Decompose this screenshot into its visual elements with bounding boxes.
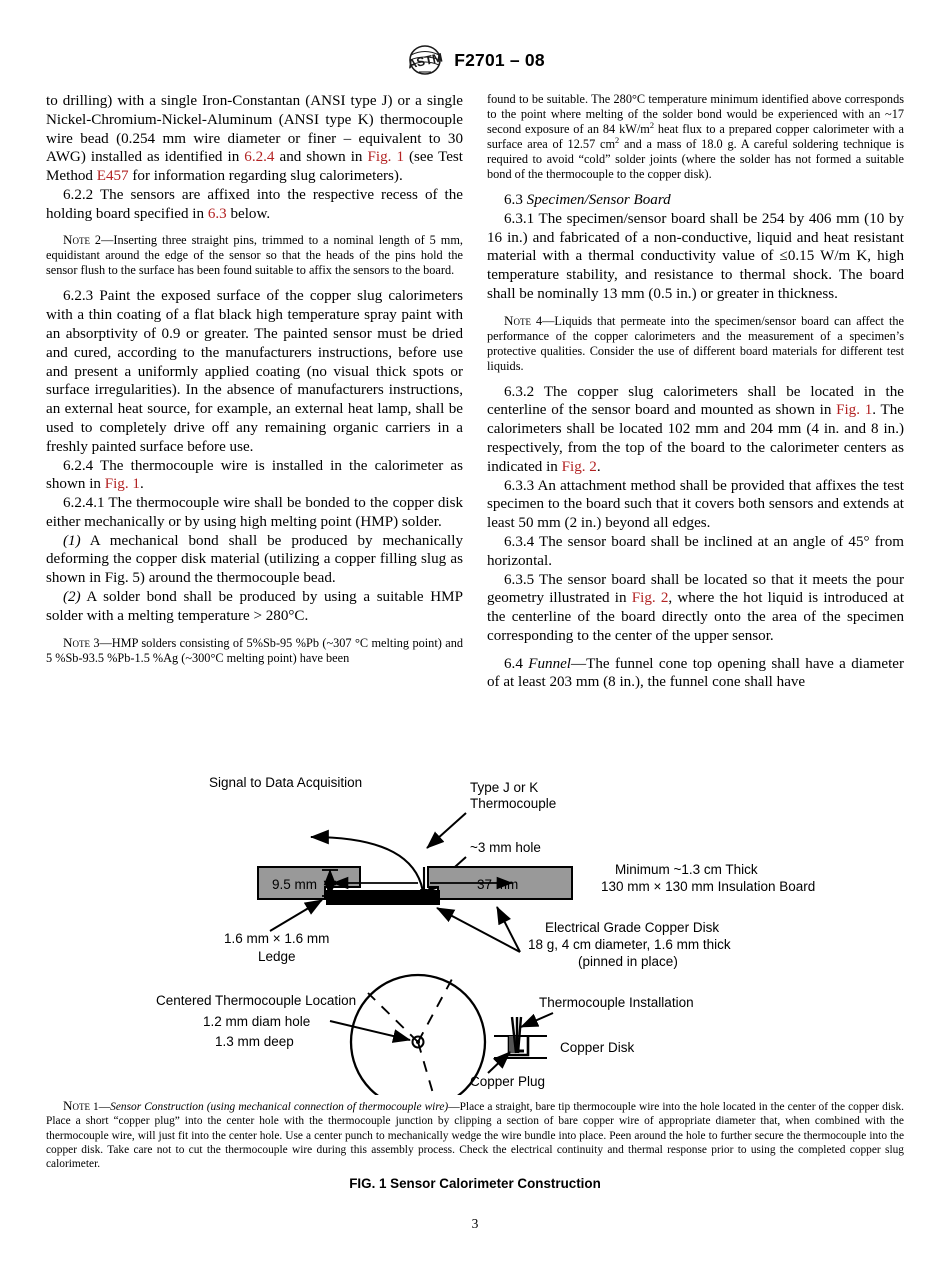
ledge-leader <box>270 900 322 931</box>
para-6-3-4: 6.3.4 The sensor board shall be inclined at an angle of 45° from horizontal. <box>487 533 904 569</box>
cross-reference-link[interactable]: Fig. 2 <box>561 458 597 475</box>
label-thermocouple-installation: Thermocouple Installation <box>539 995 694 1010</box>
italic-text: (1) <box>63 532 81 549</box>
label-copper-disk-line1: Electrical Grade Copper Disk <box>545 920 720 935</box>
label-3mm-hole: ~3 mm hole <box>470 840 541 855</box>
left-text-column <box>46 92 463 666</box>
para-6-2-3: 6.2.3 Paint the exposed surface of the copper slug calorimeters with a thin coating of a flat black high temperature spray paint with an absorptivity of 0.9 or greater. The painted sensor must be dried and cured, according to the manufacturers instructions, before use and present a uniformly applied coating (no visual thick spots or surface irregularities). In the absence of manufacturers instructions, an external heat source, for example, an external heat lamp, shall be used to completely drive off any remaining organic carriers in a freshly painted surface before use. <box>46 288 463 455</box>
label-copper-disk-small: Copper Disk <box>560 1040 635 1055</box>
label-dim-9-5mm: 9.5 mm <box>272 877 318 892</box>
note-marker: Note <box>63 634 90 650</box>
para-6-3-2: 6.3.2 The copper slug calorimeters shall be located in the centerline of the sensor board and mounted as shown in Fig. 1. The calorimeters shall be located 102 mm and 204 mm (4 in. and 8 in.) respectively, from the top of the board to the calorimeter centers as indicated in Fig. 2. <box>487 383 904 475</box>
label-insulation-line1: Minimum ~1.3 cm Thick <box>615 862 758 877</box>
italic-text: (2) <box>63 588 81 605</box>
astm-logo-icon <box>405 44 445 76</box>
para-6-3-1: 6.3.1 The specimen/sensor board shall be 254 by 406 mm (10 by 16 in.) and fabricated of a non-conductive, liquid and heat resistant material with a thermal conductivity value of ≤0.15 W/m K, high temperature stability, and resistance to thermal shock. The board shall be nominally 13 mm (0.5 in.) or greater in thickness. <box>487 210 904 302</box>
para-6-2-4: 6.2.4 The thermocouple wire is installed in the calorimeter as shown in Fig. 1. <box>46 457 463 493</box>
cross-reference-link[interactable]: Fig. 1 <box>836 402 873 419</box>
label-insulation-line2: 130 mm × 130 mm Insulation Board <box>601 879 816 894</box>
note-marker: Note <box>63 1098 90 1113</box>
page-number: 3 <box>471 1216 479 1231</box>
para-6-3-5: 6.3.5 The sensor board shall be located so that it meets the pour geometry illustrated in Fig. 2, where the hot liquid is introduced at the centerline of the board directly onto the area of the specimen corresponding to the center of the upper sensor. <box>487 571 905 644</box>
italic-text: Sensor Construction (using mechanical connection of thermocouple wire) <box>110 1101 449 1113</box>
note-marker: Note <box>504 312 531 328</box>
cross-reference-link[interactable]: Fig. 1 <box>104 476 140 493</box>
label-centered-tc-line1: Centered Thermocouple Location <box>156 993 357 1008</box>
label-ledge-line1: 1.6 mm × 1.6 mm <box>224 931 330 946</box>
para-6-2-4-1-1: (1) A mechanical bond shall be produced by mechanically deforming the copper disk material (utilizing a copper filling slug as shown in Fig. 5) around the thermocouple bead. <box>46 532 463 587</box>
label-copper-plug: Copper Plug <box>470 1074 546 1089</box>
svg-text:ASTM: ASTM <box>406 50 445 72</box>
document-id: F2701 – 08 <box>454 49 545 70</box>
cross-reference-link[interactable]: E457 <box>96 168 129 185</box>
note-marker: Note <box>63 232 90 248</box>
centered-tc-leader <box>330 1021 410 1040</box>
cross-reference-link[interactable]: 6.2.4 <box>244 149 275 166</box>
figure-1-sensor-calorimeter <box>0 755 950 1095</box>
cross-reference-link[interactable]: Fig. 2 <box>631 590 669 607</box>
label-copper-disk-line3: (pinned in place) <box>578 954 678 969</box>
label-centered-tc-line2: 1.2 mm diam hole <box>203 1014 311 1029</box>
label-signal-to-data-acquisition: Signal to Data Acquisition <box>209 775 363 790</box>
note-4: Note 4—Liquids that permeate into the specimen/sensor board can affect the performance of the copper calorimeters and the measurement of a specimen’s protective qualities. Consider the use of different board materials for different test liquids. <box>487 312 904 373</box>
figure-caption: FIG. 1 Sensor Calorimeter Construction <box>349 1176 601 1191</box>
para-6-2-4-1-2: (2) A solder bond shall be produced by using a suitable HMP solder with a melting temperature > 280°C. <box>46 588 463 624</box>
figure-note-1: Note 1—Sensor Construction (using mechanical connection of thermocouple wire)—Place a straight, bare tip thermocouple wire into the hole located in the center of the copper disk. Place a short “copper plug” into the center hole with the thermocouple junction by clipping a section of bare copper wire of appropriate diameter that, when combined with the thermocouple wire, will just fit into the center hole. Use a center punch to mechanically wedge the wire bundle into place. Peen around the hole to further secure the thermocouple into the copper disk. Take care not to cut the thermocouple wire during this assembly process. Check the electrical continuity and thermal response prior to using the completed copper slug calorimeter. <box>46 1098 905 1171</box>
label-copper-disk-line2: 18 g, 4 cm diameter, 1.6 mm thick <box>528 937 731 952</box>
label-dim-37mm: 37 mm <box>477 877 519 892</box>
superscript: 2 <box>615 135 620 145</box>
italic-text: Funnel <box>528 655 572 672</box>
italic-text: Specimen/Sensor Board <box>526 192 671 208</box>
cross-reference-link[interactable]: Fig. 1 <box>367 149 404 166</box>
label-ledge-line2: Ledge <box>258 949 296 964</box>
page-header <box>0 44 950 80</box>
tc-installation-leader <box>521 1013 553 1027</box>
para-6-2-2: 6.2.2 The sensors are affixed into the respective recess of the holding board specified in 6.3 below. <box>46 186 463 222</box>
copper-disk-leader-upper <box>437 908 520 952</box>
copper-disk-plan-view <box>351 975 485 1095</box>
para-6-3: 6.3 Specimen/Sensor Board <box>504 192 671 208</box>
label-thermocouple-type-line1: Type J or K <box>470 780 539 795</box>
para-6-4: 6.4 Funnel—The funnel cone top opening shall have a diameter of at least 203 mm (8 in.), the funnel cone shall have <box>487 655 905 691</box>
thermocouple-leader <box>427 813 466 848</box>
cross-reference-link[interactable]: 6.3 <box>207 205 227 222</box>
note-2: Note 2—Inserting three straight pins, trimmed to a nominal length of 5 mm, equidistant around the edge of the sensor so that the heads of the pins hold the sensor flush to the surface has been found suitable to affix the sensors to the board. <box>46 232 463 278</box>
note-3: Note 3—HMP solders consisting of 5%Sb-95 %Pb (~307 °C melting point) and 5 %Sb-93.5 %Pb-1.5 %Ag (~300°C melting point) have been <box>46 634 463 665</box>
right-text-column <box>487 92 904 692</box>
copper-plug-leader <box>488 1052 510 1073</box>
note-3-cont: found to be suitable. The 280°C temperature minimum identified above corresponds to the point where melting of the solder bond would be experienced with an ~17 second exposure of an 84 $kW/m^2$ heat flux to a prepared copper calorimeter with a surface area of 12.57 $cm^2$ and a mass of 18.0 g. A careful soldering technique is required to avoid “cold” solder joints (where the solder has not formed a suitable bond of the thermocouple to the copper disk). <box>487 92 905 181</box>
label-thermocouple-type-line2: Thermocouple <box>470 796 557 811</box>
label-centered-tc-line3: 1.3 mm deep <box>215 1034 294 1049</box>
para-6-2-4-1: 6.2.4.1 The thermocouple wire shall be bonded to the copper disk either mechanically or by using high melting point (HMP) solder. <box>46 495 463 530</box>
tc-installation-detail <box>494 1017 547 1058</box>
superscript: 2 <box>649 120 655 130</box>
para-6-3-3: 6.3.3 An attachment method shall be provided that affixes the test specimen to the board such that it covers both sensors and extends at least 50 mm (2 in.) beyond all edges. <box>487 477 904 532</box>
para-6-2-1-cont: to drilling) with a single Iron-Constantan (ANSI type J) or a single Nickel-Chromium-Nickel-Aluminum (ANSI type K) thermocouple wire bead (0.254 mm wire diameter or finer – equivalent to 30 AWG) installed as identified in 6.2.4 and shown in Fig. 1 (see Test Method E457 for information regarding slug calorimeters). <box>46 93 464 185</box>
